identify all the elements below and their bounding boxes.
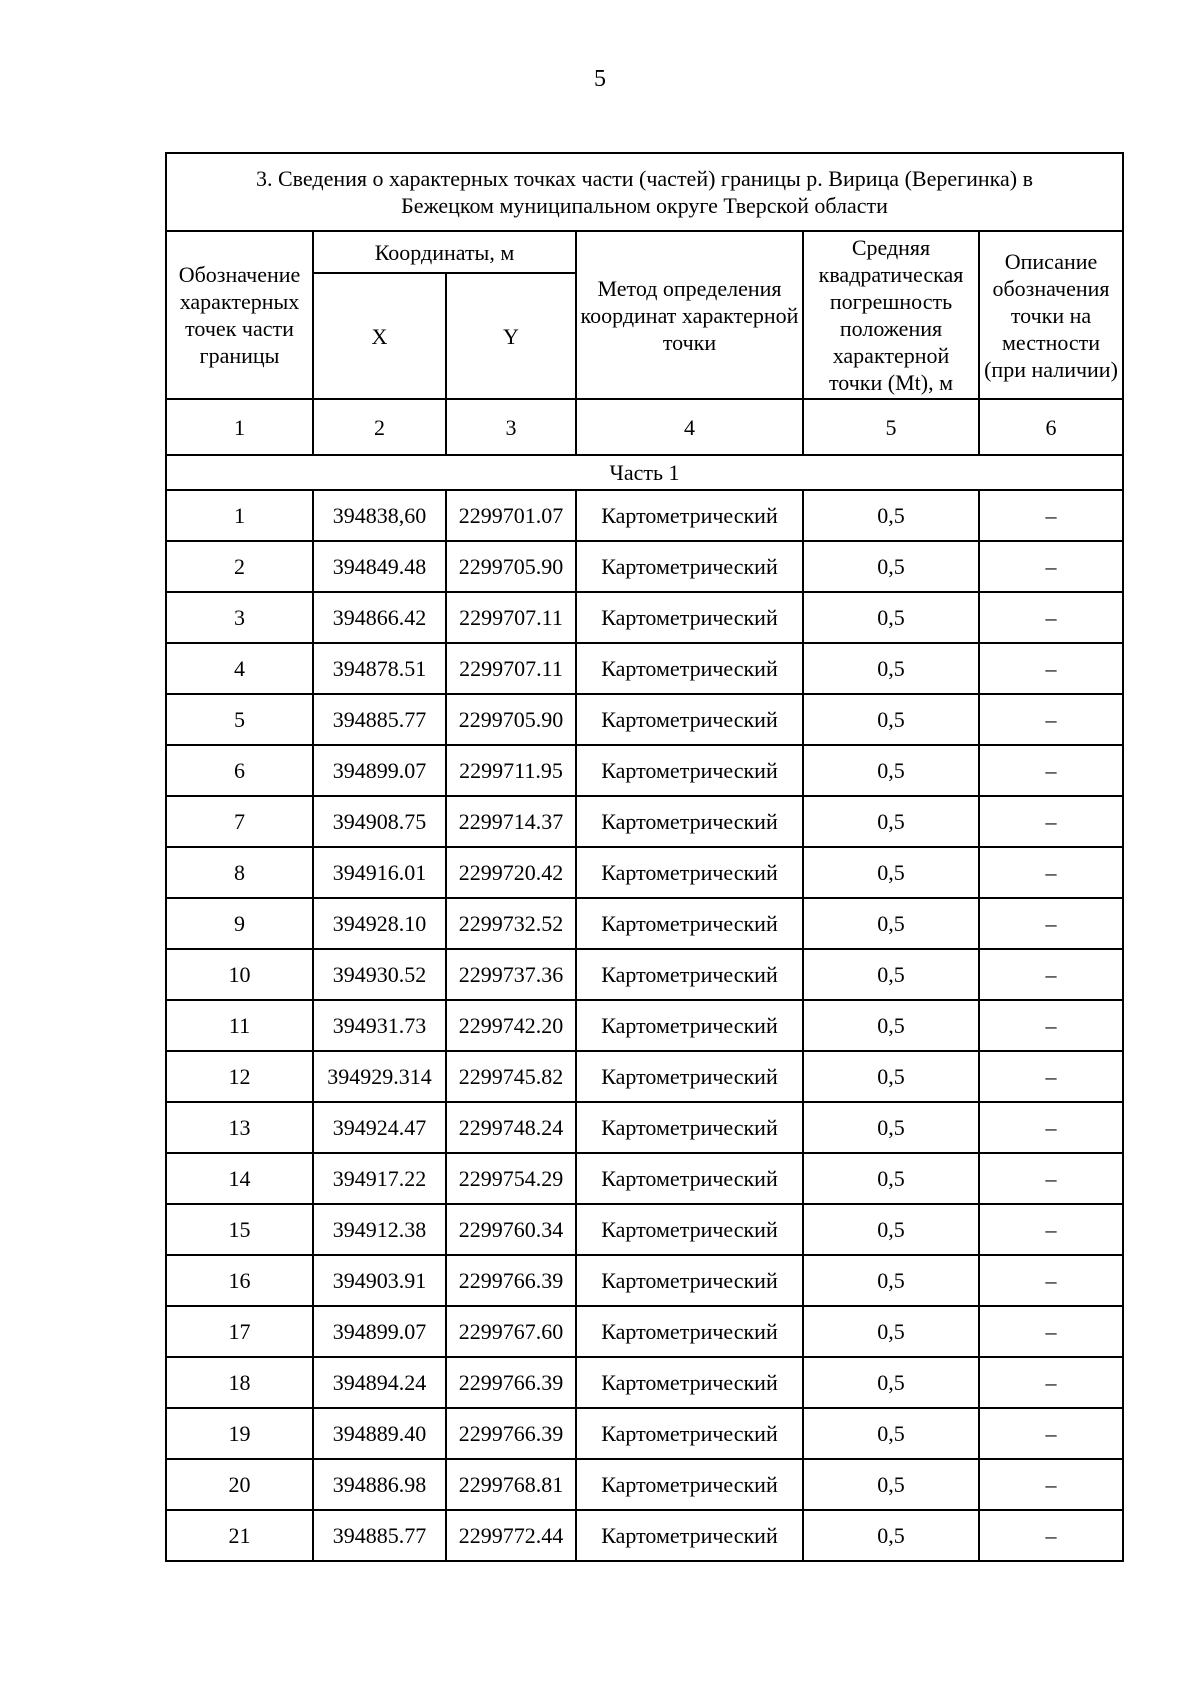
description-cell: –: [979, 592, 1123, 643]
description-cell: –: [979, 1000, 1123, 1051]
point-number-cell: 10: [166, 949, 313, 1000]
point-number-cell: 4: [166, 643, 313, 694]
method-cell: Картометрический: [576, 847, 803, 898]
description-cell: –: [979, 1102, 1123, 1153]
description-cell: –: [979, 1357, 1123, 1408]
table-row: [166, 1357, 1123, 1408]
point-number-cell: 7: [166, 796, 313, 847]
method-cell: Картометрический: [576, 1459, 803, 1510]
error-cell: 0,5: [803, 1306, 979, 1357]
method-cell: Картометрический: [576, 1408, 803, 1459]
page-number: 5: [594, 66, 606, 92]
table-row: [166, 1102, 1123, 1153]
description-cell: –: [979, 1408, 1123, 1459]
x-coordinate-cell: 394912.38: [313, 1204, 446, 1255]
table-row: [166, 1255, 1123, 1306]
description-cell: –: [979, 1510, 1123, 1561]
y-coordinate-cell: 2299754.29: [446, 1153, 576, 1204]
x-coordinate-cell: 394866.42: [313, 592, 446, 643]
method-cell: Картометрический: [576, 643, 803, 694]
x-coordinate-cell: 394885.77: [313, 694, 446, 745]
method-cell: Картометрический: [576, 592, 803, 643]
description-cell: –: [979, 694, 1123, 745]
method-cell: Картометрический: [576, 1000, 803, 1051]
error-cell: 0,5: [803, 592, 979, 643]
description-cell: –: [979, 745, 1123, 796]
table-row: [166, 949, 1123, 1000]
point-number-cell: 19: [166, 1408, 313, 1459]
description-cell: –: [979, 1051, 1123, 1102]
header-row-1: [166, 231, 1123, 273]
table-title-line-2: Бежецком муниципальном округе Тверской области: [401, 193, 888, 218]
method-cell: Картометрический: [576, 490, 803, 541]
x-coordinate-cell: 394885.77: [313, 1510, 446, 1561]
description-cell: –: [979, 1459, 1123, 1510]
table-title-row: [166, 153, 1123, 231]
description-cell: –: [979, 541, 1123, 592]
description-cell: –: [979, 1255, 1123, 1306]
y-coordinate-cell: 2299766.39: [446, 1255, 576, 1306]
error-cell: 0,5: [803, 1204, 979, 1255]
x-coordinate-cell: 394924.47: [313, 1102, 446, 1153]
point-number-cell: 12: [166, 1051, 313, 1102]
error-cell: 0,5: [803, 1000, 979, 1051]
x-coordinate-cell: 394899.07: [313, 745, 446, 796]
point-number-cell: 3: [166, 592, 313, 643]
description-cell: –: [979, 643, 1123, 694]
x-coordinate-cell: 394889.40: [313, 1408, 446, 1459]
point-number-cell: 21: [166, 1510, 313, 1561]
point-number-cell: 6: [166, 745, 313, 796]
table-title: [166, 153, 1123, 231]
x-coordinate-cell: 394908.75: [313, 796, 446, 847]
x-coordinate-cell: 394899.07: [313, 1306, 446, 1357]
point-number-cell: 20: [166, 1459, 313, 1510]
point-number-cell: 9: [166, 898, 313, 949]
point-number-cell: 18: [166, 1357, 313, 1408]
header-description: Описание обозначения точки на местности (при наличии): [979, 231, 1123, 399]
table-row: [166, 1510, 1123, 1561]
method-cell: Картометрический: [576, 1510, 803, 1561]
table-row: [166, 1051, 1123, 1102]
y-coordinate-cell: 2299742.20: [446, 1000, 576, 1051]
y-coordinate-cell: 2299707.11: [446, 592, 576, 643]
point-number-cell: 17: [166, 1306, 313, 1357]
description-cell: –: [979, 847, 1123, 898]
point-number-cell: 16: [166, 1255, 313, 1306]
error-cell: 0,5: [803, 1510, 979, 1561]
point-number-cell: 11: [166, 1000, 313, 1051]
x-coordinate-cell: 394849.48: [313, 541, 446, 592]
y-coordinate-cell: 2299737.36: [446, 949, 576, 1000]
column-number: 1: [166, 399, 313, 455]
method-cell: Картометрический: [576, 1204, 803, 1255]
table-row: [166, 1306, 1123, 1357]
error-cell: 0,5: [803, 643, 979, 694]
point-number-cell: 1: [166, 490, 313, 541]
header-x: X: [313, 273, 446, 399]
description-cell: –: [979, 1306, 1123, 1357]
x-coordinate-cell: 394916.01: [313, 847, 446, 898]
characteristic-points-table: [165, 152, 1124, 1562]
y-coordinate-cell: 2299701.07: [446, 490, 576, 541]
y-coordinate-cell: 2299760.34: [446, 1204, 576, 1255]
error-cell: 0,5: [803, 1102, 979, 1153]
column-number: 4: [576, 399, 803, 455]
error-cell: 0,5: [803, 1255, 979, 1306]
point-number-cell: 14: [166, 1153, 313, 1204]
error-cell: 0,5: [803, 1408, 979, 1459]
description-cell: –: [979, 1153, 1123, 1204]
table-row: [166, 1153, 1123, 1204]
point-number-cell: 15: [166, 1204, 313, 1255]
point-number-cell: 8: [166, 847, 313, 898]
y-coordinate-cell: 2299711.95: [446, 745, 576, 796]
header-coordinates: Координаты, м: [313, 231, 576, 273]
header-y: Y: [446, 273, 576, 399]
error-cell: 0,5: [803, 694, 979, 745]
y-coordinate-cell: 2299705.90: [446, 694, 576, 745]
error-cell: 0,5: [803, 745, 979, 796]
error-cell: 0,5: [803, 898, 979, 949]
x-coordinate-cell: 394903.91: [313, 1255, 446, 1306]
point-number-cell: 5: [166, 694, 313, 745]
method-cell: Картометрический: [576, 796, 803, 847]
column-number-row: [166, 399, 1123, 455]
table-row: [166, 745, 1123, 796]
x-coordinate-cell: 394929.314: [313, 1051, 446, 1102]
error-cell: 0,5: [803, 1459, 979, 1510]
y-coordinate-cell: 2299732.52: [446, 898, 576, 949]
error-cell: 0,5: [803, 949, 979, 1000]
y-coordinate-cell: 2299705.90: [446, 541, 576, 592]
column-number: 6: [979, 399, 1123, 455]
description-cell: –: [979, 490, 1123, 541]
x-coordinate-cell: 394930.52: [313, 949, 446, 1000]
method-cell: Картометрический: [576, 1051, 803, 1102]
x-coordinate-cell: 394894.24: [313, 1357, 446, 1408]
column-number: 5: [803, 399, 979, 455]
method-cell: Картометрический: [576, 1255, 803, 1306]
method-cell: Картометрический: [576, 1306, 803, 1357]
table-row: [166, 1459, 1123, 1510]
x-coordinate-cell: 394886.98: [313, 1459, 446, 1510]
table-row: [166, 643, 1123, 694]
error-cell: 0,5: [803, 796, 979, 847]
y-coordinate-cell: 2299767.60: [446, 1306, 576, 1357]
table-row: [166, 796, 1123, 847]
error-cell: 0,5: [803, 1357, 979, 1408]
column-number: 3: [446, 399, 576, 455]
table-row: [166, 694, 1123, 745]
method-cell: Картометрический: [576, 949, 803, 1000]
y-coordinate-cell: 2299772.44: [446, 1510, 576, 1561]
method-cell: Картометрический: [576, 541, 803, 592]
table-row: [166, 898, 1123, 949]
table-row: [166, 490, 1123, 541]
method-cell: Картометрический: [576, 1102, 803, 1153]
description-cell: –: [979, 796, 1123, 847]
y-coordinate-cell: 2299707.11: [446, 643, 576, 694]
header-method: Метод определения координат характерной точки: [576, 231, 803, 399]
table-row: [166, 592, 1123, 643]
y-coordinate-cell: 2299714.37: [446, 796, 576, 847]
method-cell: Картометрический: [576, 1153, 803, 1204]
x-coordinate-cell: 394917.22: [313, 1153, 446, 1204]
method-cell: Картометрический: [576, 745, 803, 796]
method-cell: Картометрический: [576, 898, 803, 949]
x-coordinate-cell: 394931.73: [313, 1000, 446, 1051]
y-coordinate-cell: 2299720.42: [446, 847, 576, 898]
x-coordinate-cell: 394838,60: [313, 490, 446, 541]
column-number: 2: [313, 399, 446, 455]
method-cell: Картометрический: [576, 694, 803, 745]
description-cell: –: [979, 898, 1123, 949]
error-cell: 0,5: [803, 490, 979, 541]
error-cell: 0,5: [803, 1153, 979, 1204]
point-number-cell: 13: [166, 1102, 313, 1153]
error-cell: 0,5: [803, 541, 979, 592]
y-coordinate-cell: 2299766.39: [446, 1408, 576, 1459]
y-coordinate-cell: 2299745.82: [446, 1051, 576, 1102]
table-row: [166, 1000, 1123, 1051]
y-coordinate-cell: 2299766.39: [446, 1357, 576, 1408]
table-row: [166, 1408, 1123, 1459]
y-coordinate-cell: 2299748.24: [446, 1102, 576, 1153]
x-coordinate-cell: 394878.51: [313, 643, 446, 694]
error-cell: 0,5: [803, 847, 979, 898]
part-row: [166, 455, 1123, 490]
table-row: [166, 541, 1123, 592]
method-cell: Картометрический: [576, 1357, 803, 1408]
error-cell: 0,5: [803, 1051, 979, 1102]
header-error: Средняя квадратическая погрешность положения характерной точки (Mt), м: [803, 231, 979, 399]
description-cell: –: [979, 1204, 1123, 1255]
table-title-line-1: 3. Сведения о характерных точках части (частей) границы р. Вирица (Верегинка) в: [256, 166, 1034, 191]
point-number-cell: 2: [166, 541, 313, 592]
table-row: [166, 847, 1123, 898]
x-coordinate-cell: 394928.10: [313, 898, 446, 949]
header-designation: Обозначение характерных точек части границы: [166, 231, 313, 399]
y-coordinate-cell: 2299768.81: [446, 1459, 576, 1510]
table-row: [166, 1204, 1123, 1255]
description-cell: –: [979, 949, 1123, 1000]
part-label: Часть 1: [166, 455, 1123, 490]
